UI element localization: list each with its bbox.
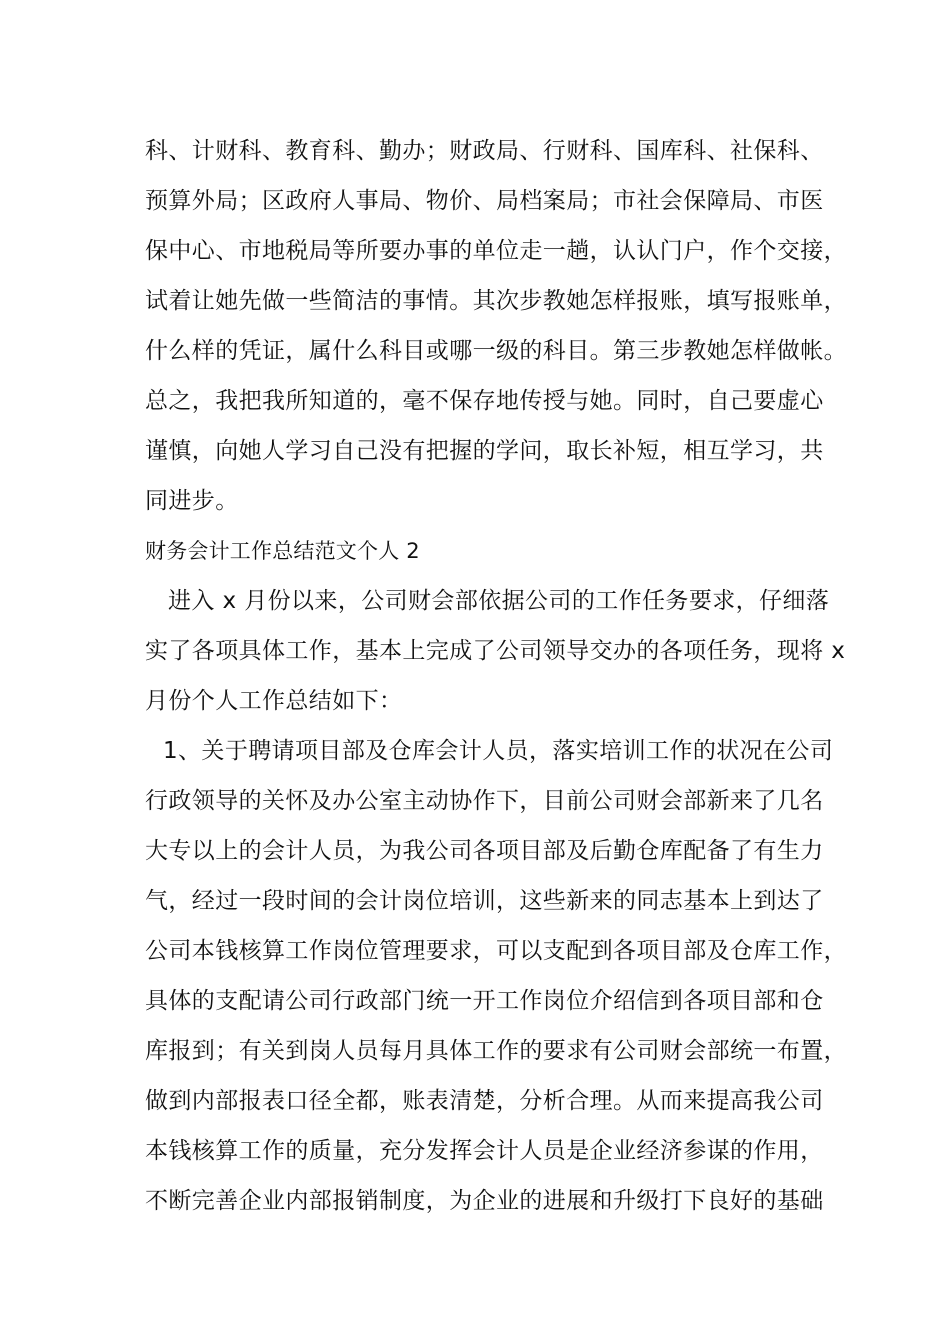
text-line: 谨慎，向她人学习自己没有把握的学问，取长补短，相互学习，共 bbox=[145, 438, 824, 464]
text-line: 进入 x 月份以来，公司财会部依据公司的工作任务要求，仔细落 bbox=[168, 588, 830, 614]
text-line: 做到内部报表口径全都，账表清楚，分析合理。从而来提高我公司 bbox=[145, 1088, 824, 1114]
text-line: 大专以上的会计人员，为我公司各项目部及后勤仓库配备了有生力 bbox=[145, 838, 824, 864]
text-line: 公司本钱核算工作岗位管理要求，可以支配到各项目部及仓库工作， bbox=[145, 938, 847, 964]
text-line: 什么样的凭证，属什么科目或哪一级的科目。第三步教她怎样做帐。 bbox=[145, 338, 847, 364]
text-line: 库报到；有关到岗人员每月具体工作的要求有公司财会部统一布置， bbox=[145, 1038, 847, 1064]
text-line: 保中心、市地税局等所要办事的单位走一趟，认认门户，作个交接， bbox=[145, 238, 847, 264]
text-line: 实了各项具体工作，基本上完成了公司领导交办的各项任务，现将 x bbox=[145, 638, 846, 664]
text-line: 具体的支配请公司行政部门统一开工作岗位介绍信到各项目部和仓 bbox=[145, 988, 824, 1014]
text-line: 1、关于聘请项目部及仓库会计人员，落实培训工作的状况在公司 bbox=[163, 738, 834, 764]
text-line: 气，经过一段时间的会计岗位培训，这些新来的同志基本上到达了 bbox=[145, 888, 824, 914]
text-line: 月份个人工作总结如下： bbox=[145, 688, 403, 714]
section-heading: 财务会计工作总结范文个人 2 bbox=[145, 539, 420, 563]
text-line: 本钱核算工作的质量，充分发挥会计人员是企业经济参谋的作用， bbox=[145, 1138, 824, 1164]
text-line: 预算外局；区政府人事局、物价、局档案局；市社会保障局、市医 bbox=[145, 188, 824, 214]
text-line: 科、计财科、教育科、勤办；财政局、行财科、国库科、社保科、 bbox=[145, 138, 824, 164]
text-line: 总之，我把我所知道的，毫不保存地传授与她。同时，自己要虚心 bbox=[145, 388, 824, 414]
text-line: 不断完善企业内部报销制度，为企业的进展和升级打下良好的基础 bbox=[145, 1188, 824, 1214]
text-line: 行政领导的关怀及办公室主动协作下，目前公司财会部新来了几名 bbox=[145, 788, 824, 814]
text-line: 试着让她先做一些简洁的事情。其次步教她怎样报账，填写报账单， bbox=[145, 288, 847, 314]
text-line: 同进步。 bbox=[145, 488, 239, 514]
